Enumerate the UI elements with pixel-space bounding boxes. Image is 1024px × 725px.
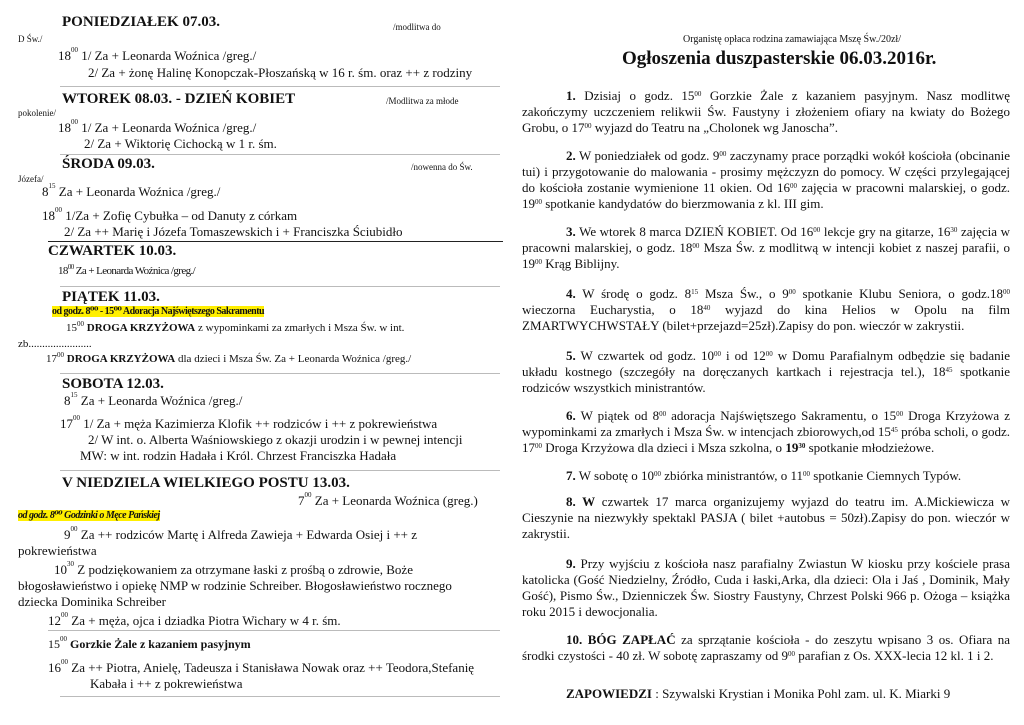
sunday-gorzkie-zale: $15^{00}$ Gorzkie Żale z kazaniem pasyjnym: [48, 635, 251, 651]
saturday-mass-2: $17^{00}$ 1/ Za + męża Kazimierza Klofik ++ rodziców i ++ z pokrewieństwa: [60, 414, 438, 431]
announcement-5: 5. W czwartek od godz. $10^{00}$ i od $12^{00}$ w Domu Parafialnym odbędzie się badanie układu kostnego (szczegóły na doręczanych kartkach i rejestracja tel.), $18^{45}$ spotkanie rodziców wszystkich ministrantów.: [522, 348, 1010, 395]
sunday-mass-2-cont: błogosławieństwo i opiekę NMP w rodzinie Schreiber. Błogosławieństwo rocznego: [18, 578, 452, 593]
thursday-title: CZWARTEK 10.03.: [48, 243, 177, 259]
monday-mass-1: $18^{00}$ 1/ Za + Leonarda Woźnica /greg./: [58, 46, 257, 63]
divider: [60, 86, 500, 87]
announcement-1: 1. Dzisiaj o godz. $15^{00}$ Gorzkie Żale z kazaniem pasyjnym. Nasz modlitwę zakończymy uczczeniem relikwii Św. Faustyny i złożeniem ofiary na kwiaty do Bożego Grobu, o $17^{00}$ wyjazd do Teatru na „Cholonek wg Janoscha”.: [522, 88, 1010, 135]
announcement-9: 9. Przy wyjściu z kościoła nasz parafialny Zwiastun W kiosku przy kościele prasa katolicka (Gość Niedzielny, Źródło, Cuda i łaski,Arka, dla dzieci: Ola i Jaś , Dominik, Mały Gość), Pismo Św., Dzienniczek Św. Siostry Faustyny, Chrzest Polski 966 p. Ożoga – książka roku 2015 i dewocjonalia.: [522, 556, 1010, 619]
sunday-mass-5: $16^{00}$ Za ++ Piotra, Anielę, Tadeusza i Stanisława Nowak oraz ++ Teodora,Stefanię: [48, 658, 475, 675]
saturday-mass-1: $8^{15}$ Za + Leonarda Woźnica /greg./: [64, 391, 243, 408]
friday-way-of-cross-2: $17^{00}$ DROGA KRZYŻOWA dla dzieci i Msza Św. Za + Leonarda Woźnica /greg./: [46, 351, 412, 365]
wednesday-mass-1: $8^{15}$ Za + Leonarda Woźnica /greg./: [42, 182, 221, 199]
divider: [48, 630, 500, 631]
announcement-3: 3. We wtorek 8 marca DZIEŃ KOBIET. Od $16^{00}$ lekcje gry na gitarze, $16^{30}$ zajęcia w pracowni malarskiej, o godz. $18^{00}$ Msza Św. z modlitwą w intencji kobiet z naszej parafii, o $19^{00}$ Krąg Biblijny.: [522, 224, 1011, 271]
monday-note: /modlitwa do: [393, 22, 441, 32]
tuesday-mass-2: 2/ Za + Wiktorię Cichocką w 1 r. śm.: [84, 136, 277, 151]
saturday-mass-4: MW: w int. rodzin Hadała i Król. Chrzest Franciszka Hadała: [80, 448, 397, 463]
sunday-mass-2: $10^{30}$ Z podziękowaniem za otrzymane łaski z prośbą o zdrowie, Boże: [54, 560, 413, 577]
thursday-mass-1: $18^{00}$ Za + Leonarda Woźnica /greg./: [58, 263, 196, 277]
sunday-mass-0: $7^{00}$ Za + Leonarda Woźnica (greg.): [298, 491, 478, 508]
announcement-8: 8. W czwartek 17 marca organizujemy wyjazd do teatru im. A.Mickiewicza w Cieszynie na niezwykły spektakl PASJA ( bilet +autobus = 50zł).Zapisy do pon. wieczór w zakrystii.: [522, 494, 1010, 541]
saturday-mass-3: 2/ W int. o. Alberta Waśniowskiego z okazji urodzin i w pewnej intencji: [88, 432, 463, 447]
announcement-10: 10. BÓG ZAPŁAĆ za sprzątanie kościoła - do zeszytu wpisano 3 os. Ofiara na środki czystości - 40 zł. W sobotę zapraszamy od $9^{00}$ parafian z Os. XXX-lecia 12 kl. 1 i 2.: [522, 632, 1010, 663]
sunday-title: V NIEDZIELA WIELKIEGO POSTU 13.03.: [62, 475, 350, 491]
monday-mass-2: 2/ Za + żonę Halinę Konopczak-Płoszańską w 16 r. śm. oraz ++ z rodziny: [88, 65, 473, 80]
sunday-mass-2-cont2: dziecka Dominika Schreiber: [18, 594, 166, 609]
monday-note-cont: D Św./: [18, 34, 43, 44]
friday-way-of-cross-1-cont: zb.......................: [18, 338, 92, 350]
divider: [60, 154, 500, 155]
friday-title: PIĄTEK 11.03.: [62, 289, 160, 305]
saturday-title: SOBOTA 12.03.: [62, 376, 164, 392]
announcement-2: 2. W poniedziałek od godz. $9^{00}$ zaczynamy prace porządki wokół kościoła (obcinanie tui) i przygotowanie do malowania - prosimy mężczyzn do pomocy. W części przylegającej do kościoła zostanie wymienione 11 okien. Od $16^{00}$ zajęcia w pracowni malarskiej, o godz. $19^{00}$ spotkanie kandydatów do bierzmowania z kl. III gim.: [522, 148, 1010, 211]
sunday-mass-5-cont: Kabała i ++ z pokrewieństwa: [90, 676, 243, 691]
announcement-banns: ZAPOWIEDZI : Szywalski Krystian i Monika Pohl zam. ul. K. Miarki 9: [566, 686, 951, 701]
wednesday-note: /nowenna do Św.: [411, 162, 473, 172]
divider: [48, 241, 503, 242]
friday-adoration-highlight: od godz. 8⁰⁰ - 15⁰⁰ Adoracja Najświętszego Sakramentu: [52, 306, 265, 317]
announcement-6: 6. W piątek od $8^{00}$ adoracja Najświętszego Sakramentu, o $15^{00}$ Droga Krzyżowa z wypominkami za zmarłych i Msza Św. w intencjach zbiorowych,od $15^{45}$ próba scholi, o godz. $17^{00}$ Droga Krzyżowa dla dzieci i Msza szkolna, o $19^{30}$ spotkanie młodzieżowe.: [522, 408, 1010, 455]
tuesday-mass-1: $18^{00}$ 1/ Za + Leonarda Woźnica /greg./: [58, 118, 257, 135]
monday-title: PONIEDZIAŁEK 07.03.: [62, 14, 220, 30]
wednesday-mass-2: $18^{00}$ 1/Za + Zofię Cybułka – od Danuty z córkam: [42, 206, 298, 223]
wednesday-title: ŚRODA 09.03.: [62, 156, 155, 172]
announcement-4: 4. W środę o godz. $8^{15}$ Msza Św., o $9^{00}$ spotkanie Klubu Seniora, o $godz.18^{00}$ wieczorna Eucharystia, o $18^{40}$ wyjazd do kina Helios w Opolu na film ZMARTWYCHWSTAŁY (bilet+przejazd=25zł).Zapisy do pon. wieczór w zakrystii.: [522, 286, 1011, 333]
announcement-7: 7. W sobotę o $10^{00}$ zbiórka ministrantów, o $11^{00}$ spotkanie Ciemnych Typów.: [566, 468, 962, 483]
announcements-title: Ogłoszenia duszpasterskie 06.03.2016r.: [622, 48, 937, 69]
tuesday-note: /Modlitwa za młode: [386, 96, 459, 106]
tuesday-note-cont: pokolenie/: [18, 108, 56, 118]
friday-way-of-cross-1: $15^{00}$ DROGA KRZYŻOWA z wypominkami za zmarłych i Msza Św. w int.: [66, 320, 405, 334]
divider: [60, 286, 500, 287]
tuesday-title: WTOREK 08.03. - DZIEŃ KOBIET: [62, 91, 296, 107]
sunday-mass-1-cont: pokrewieństwa: [18, 543, 97, 558]
sunday-godzinki-highlight: od godz. 8⁰⁰ Godzinki o Męce Pańskiej: [18, 510, 160, 521]
wednesday-mass-3: 2/ Za ++ Marię i Józefa Tomaszewskich i + Franciszka Ściubidło: [64, 224, 403, 239]
wednesday-note-cont: Józefa/: [18, 174, 44, 184]
sunday-mass-3: $12^{00}$ Za + męża, ojca i dziadka Piotra Wichary w 4 r. śm.: [48, 611, 341, 628]
divider: [60, 373, 500, 374]
sunday-mass-1: $9^{00}$ Za ++ rodziców Martę i Alfreda Zawieja + Edwarda Osiej i ++ z: [64, 525, 418, 542]
divider: [60, 696, 500, 697]
divider: [60, 470, 500, 471]
organist-note: Organistę opłaca rodzina zamawiająca Mszę Św./20zł/: [683, 34, 901, 45]
